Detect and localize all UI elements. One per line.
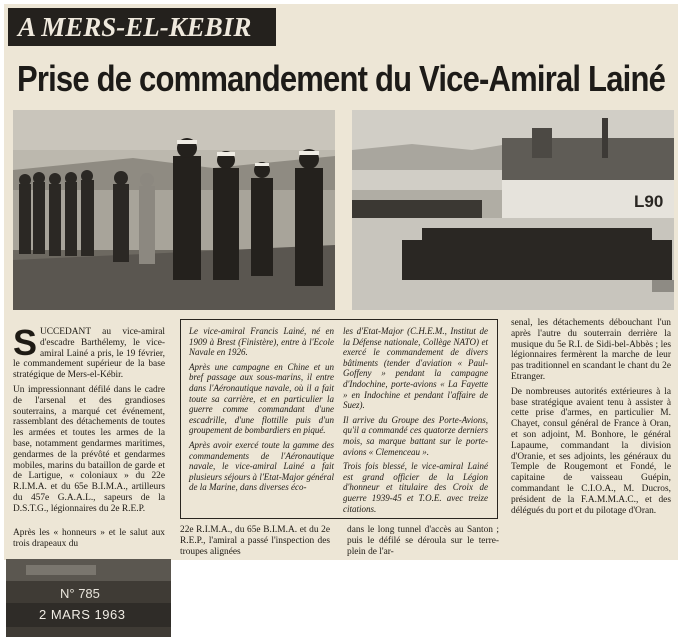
article-column-1-end <box>13 528 165 554</box>
article-column-4 <box>511 318 671 520</box>
photo-officers <box>13 110 335 310</box>
paragraph: Un impressionnant défilé dans le cadre de l'arsenal et des grandioses souterrains, a marqué cet événement, rassemblant des détachements de toutes les armées et toutes les armes de la base, notamment gendarmes maritimes, gendarmes de la prévôté et gendarmes mobiles, marins du bataillon de garde et de Lartigue, « coloniaux » du 22e R.I.M.A. et du 65e B.I.M.A., artilleurs du 457e G.A.A.L., sapeurs de la D.S.T.G., légionnaires du 2e R.E.P. <box>13 384 165 514</box>
dropcap: S <box>13 322 38 363</box>
biography-paragraph: Il arrive du Groupe des Porte-Avions, qu'il a commandé ces quatorze derniers mois, sa marque battant sur le porte-avions « Clemenceau ». <box>343 414 488 457</box>
headline: Prise de commandement du Vice-Amiral Lainé <box>16 58 666 100</box>
article-continuation-a: 22e R.I.M.A., du 65e B.I.M.A. et du 2e R.E.P., l'amiral a passé l'inspection des troupes alignées <box>180 525 330 557</box>
photo-troops <box>352 110 674 310</box>
biography-paragraph: Le vice-amiral Francis Lainé, né en 1909 à Brest (Finistère), entre à l'Ecole Navale en 1926. <box>189 326 334 358</box>
biography-paragraph: les d'Etat-Major (C.H.E.M., Institut de la Défense nationale, Collège NATO) et exercé le commandement de divers bâtiments (tender d'aviation « Paul-Goffeny » pendant la campagne d'Indochine, porte-avions « La Fayette » en Indochine et pendant l'affaire de Suez). <box>343 326 488 411</box>
article-column-1 <box>13 322 165 519</box>
photo-troops-drawing <box>352 110 674 310</box>
issue-stamp <box>6 559 171 637</box>
section-rubric: A MERS-EL-KEBIR <box>8 8 276 46</box>
ship-hull-number: L90 <box>634 192 664 211</box>
biography-paragraph: Après une campagne en Chine et un bref passage aux sous-marins, il entre dans l'Aéronautique navale, où il a fait toute sa carrière, et en particulier la guerre comme commandant d'une escadrille, d'une flottille puis d'un groupement de bombardiers en piqué. <box>189 361 334 436</box>
photo-officers-drawing <box>13 110 335 310</box>
biography-box <box>180 319 498 519</box>
biography-column-a <box>189 326 334 497</box>
biography-column-b <box>343 326 488 518</box>
paragraph: De nombreuses autorités extérieures à la base stratégique avaient tenu à assister à cette prise d'armes, en particulier M. Chayet, consul général de France à Oran, et son adjoint, M. Bonhore, le général Lapaume, commandant la division d'Oranie, et ses adjoints, les généraux du Temple de Rougemont et Fondé, le capitaine de vaisseau Guépin, commandant le C.I.O.A., M. Ducros, président de la F.A.M.M.A.C., et des délégués du port et du pilotage d'Oran. <box>511 386 671 516</box>
issue-date: 2 MARS 1963 <box>39 607 126 622</box>
biography-paragraph: Après avoir exercé toute la gamme des commandements de l'Aéronautique navale, le vice-amiral Lainé a fait plusieurs séjours à l'Etat-Major général de la Marine, dans diverses éco- <box>189 439 334 493</box>
issue-number: N° 785 <box>60 586 100 601</box>
biography-paragraph: Trois fois blessé, le vice-amiral Lainé est grand officier de la Légion d'honneur et titulaire des Croix de guerre 1939-45 et T.O.E. avec treize citations. <box>343 461 488 514</box>
paragraph: Après les « honneurs » et le salut aux trois drapeaux du <box>13 528 165 549</box>
paragraph: senal, les détachements débouchant l'un après l'autre du souterrain derrière la musique du 5e R.I. de Sidi-bel-Abbès ; les légionnaires fermèrent la marche de leur pas traditionnel en scandant le chant du 2e Etranger. <box>511 318 671 382</box>
lead-paragraph <box>13 322 165 381</box>
lead-text: UCCEDANT au vice-amiral d'escadre Barthélemy, le vice-amiral Lainé a pris, le 19 février, le commandement supérieur de la base stratégique de Mers-el-Kébir. <box>13 327 165 381</box>
article-continuation-b: dans le long tunnel d'accès au Santon ; puis le défilé se déroula sur le terre-plein de l'ar- <box>347 525 499 557</box>
